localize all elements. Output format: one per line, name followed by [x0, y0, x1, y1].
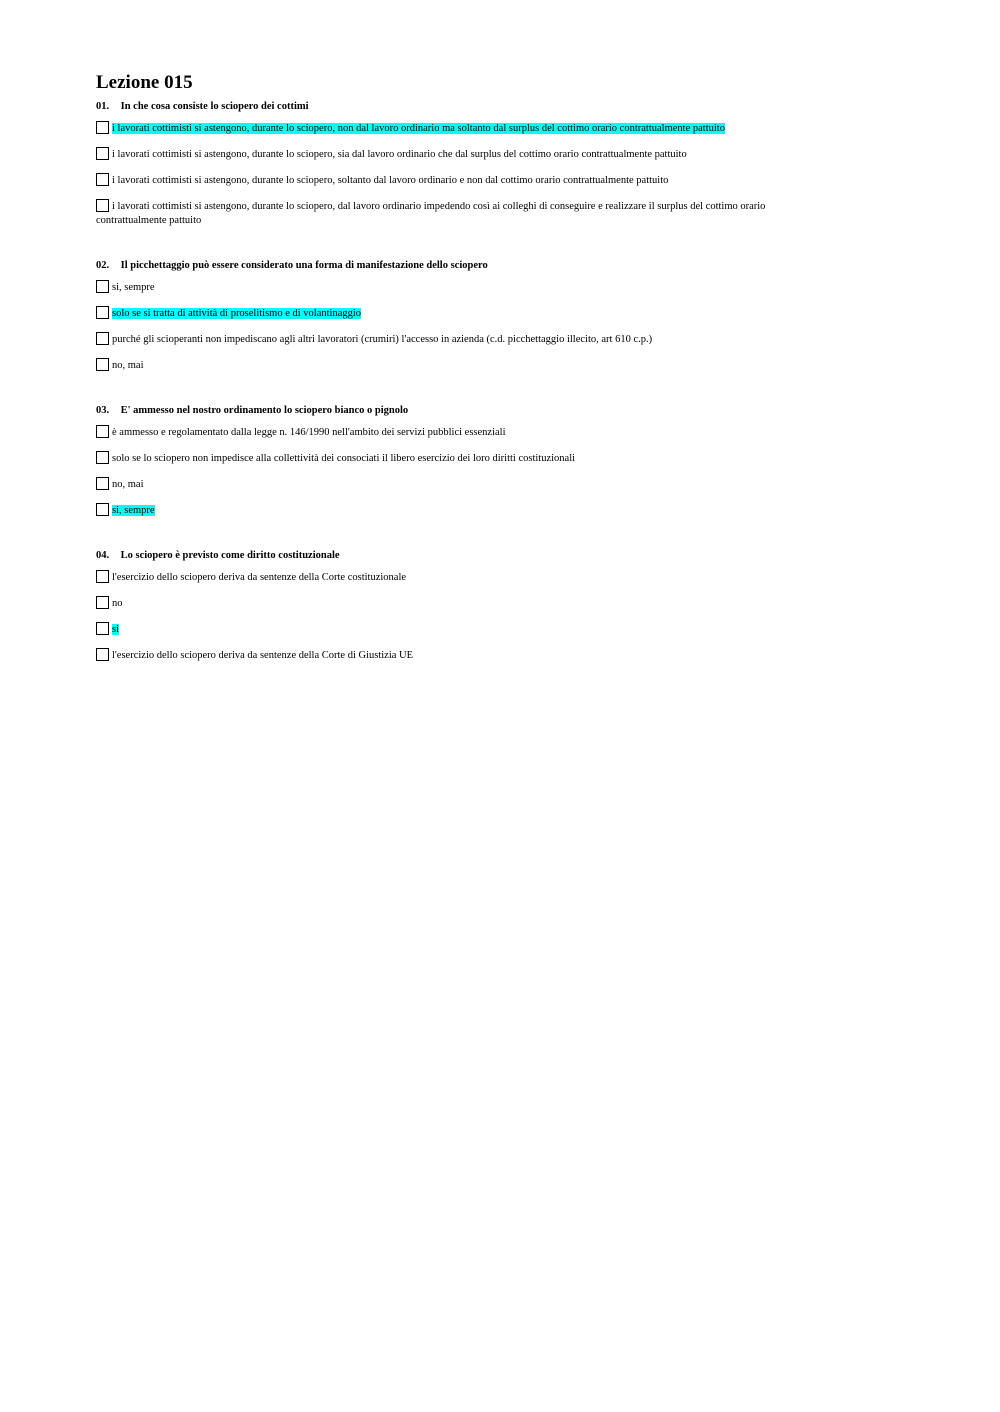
answer-text: no, mai: [112, 360, 144, 371]
answer-checkbox[interactable]: [96, 570, 109, 583]
question-2: [96, 259, 836, 373]
answer-text-correct: solo se si tratta di attività di proselitismo e di volantinaggio: [112, 308, 362, 319]
question-text: Lo sciopero è previsto come diritto costituzionale: [120, 550, 340, 561]
question-text: Il picchettaggio può essere considerato una forma di manifestazione dello sciopero: [120, 260, 488, 271]
answer-checkbox[interactable]: [96, 121, 109, 134]
answer-option: [96, 503, 836, 518]
answer-option: [96, 121, 836, 136]
answer-checkbox[interactable]: [96, 280, 109, 293]
answer-checkbox[interactable]: [96, 477, 109, 490]
answer-checkbox[interactable]: [96, 425, 109, 438]
answer-text: si, sempre: [112, 282, 155, 293]
answer-checkbox[interactable]: [96, 306, 109, 319]
answer-checkbox[interactable]: [96, 332, 109, 345]
answer-option: [96, 570, 836, 585]
answer-option: [96, 425, 836, 440]
question-heading: [96, 549, 836, 563]
question-heading: [96, 404, 836, 418]
question-3: [96, 404, 836, 518]
question-number: 02.: [96, 260, 110, 271]
section-spacer: [96, 529, 836, 543]
answer-text-correct: si: [112, 624, 120, 635]
answer-option: [96, 358, 836, 373]
answer-option: [96, 280, 836, 295]
answer-text: i lavorati cottimisti si astengono, durante lo sciopero, soltanto dal lavoro ordinario e non dal cottimo orario contrattualmente pattuito: [112, 175, 669, 186]
question-heading: [96, 259, 836, 273]
answer-option: [96, 622, 836, 637]
section-spacer: [96, 239, 836, 253]
answer-option: [96, 199, 836, 228]
answer-text: solo se lo sciopero non impedisce alla collettività dei consociati il libero esercizio dei loro diritti costituzionali: [112, 453, 576, 464]
question-heading: [96, 100, 836, 114]
answer-option: [96, 648, 836, 663]
question-4: [96, 549, 836, 663]
document-page: [96, 72, 836, 674]
answer-option: [96, 332, 836, 347]
answer-option: [96, 306, 836, 321]
answer-text-correct: i lavorati cottimisti si astengono, durante lo sciopero, non dal lavoro ordinario ma soltanto dal surplus del cottimo orario contrattualmente pattuito: [112, 123, 725, 134]
answer-text: no, mai: [112, 479, 144, 490]
question-1: [96, 100, 836, 228]
answer-text: l'esercizio dello sciopero deriva da sentenze della Corte di Giustizia UE: [112, 650, 414, 661]
answer-option: [96, 596, 836, 611]
question-number: 01.: [96, 101, 110, 112]
answer-text: i lavorati cottimisti si astengono, durante lo sciopero, sia dal lavoro ordinario che dal surplus del cottimo orario contrattualmente pattuito: [112, 149, 687, 160]
page-title: Lezione 015: [96, 72, 193, 93]
question-number: 03.: [96, 405, 110, 416]
answer-text: no: [112, 598, 123, 609]
answer-option: [96, 147, 836, 162]
answer-checkbox[interactable]: [96, 147, 109, 160]
answer-checkbox[interactable]: [96, 622, 109, 635]
question-text: In che cosa consiste lo sciopero dei cottimi: [120, 101, 309, 112]
answer-text-correct: si, sempre: [112, 505, 155, 516]
answer-checkbox[interactable]: [96, 199, 109, 212]
answer-checkbox[interactable]: [96, 173, 109, 186]
answer-option: [96, 451, 836, 466]
answer-checkbox[interactable]: [96, 503, 109, 516]
answer-option: [96, 477, 836, 492]
section-spacer: [96, 384, 836, 398]
question-number: 04.: [96, 550, 110, 561]
answer-text: i lavorati cottimisti si astengono, durante lo sciopero, dal lavoro ordinario impedendo così ai colleghi di conseguire e realizzare il surplus del cottimo orario contrattualmente pattuito: [96, 201, 766, 226]
answer-checkbox[interactable]: [96, 451, 109, 464]
question-text: E' ammesso nel nostro ordinamento lo sciopero bianco o pignolo: [120, 405, 409, 416]
answer-text: purché gli scioperanti non impediscano agli altri lavoratori (crumiri) l'accesso in azienda (c.d. picchettaggio illecito, art 610 c.p.): [112, 334, 653, 345]
answer-text: l'esercizio dello sciopero deriva da sentenze della Corte costituzionale: [112, 572, 407, 583]
answer-checkbox[interactable]: [96, 596, 109, 609]
answer-checkbox[interactable]: [96, 648, 109, 661]
answer-checkbox[interactable]: [96, 358, 109, 371]
answer-option: [96, 173, 836, 188]
answer-text: è ammesso e regolamentato dalla legge n. 146/1990 nell'ambito dei servizi pubblici essenziali: [112, 427, 506, 438]
